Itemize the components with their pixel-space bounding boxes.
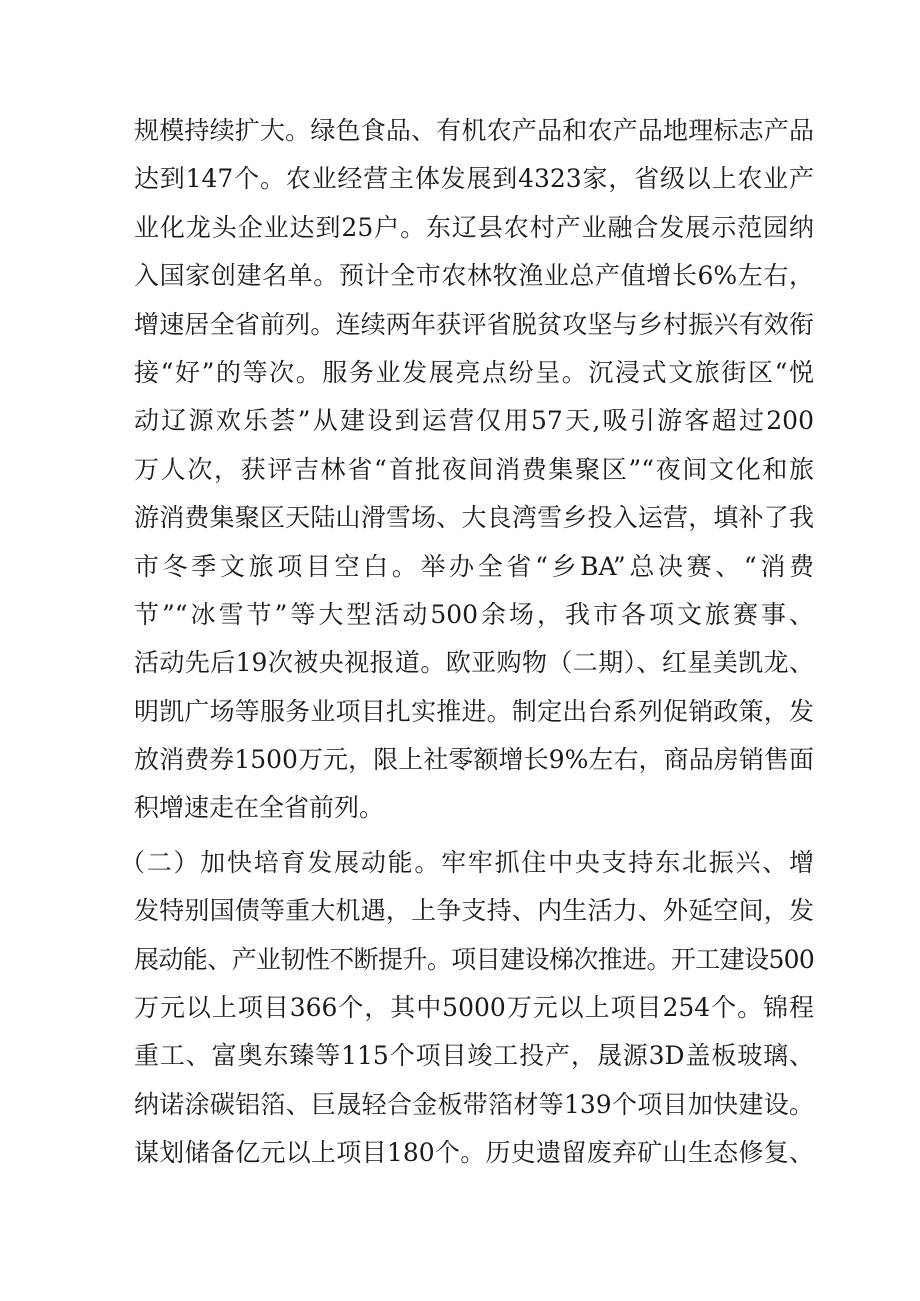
text-line-2: 达到147个。农业经营主体发展到4323家，省级以上农业产 — [134, 164, 814, 194]
text-line-17: 发特别国债等重大机遇，上争支持、内生活力、外延空间，发 — [134, 896, 814, 926]
text-line-22: 谋划储备亿元以上项目180个。历史遗留废弃矿山生态修复、 — [134, 1138, 814, 1168]
text-line-8: 万人次，获评吉林省“首批夜间消费集聚区”“夜间文化和旅 — [134, 454, 814, 484]
text-line-20: 重工、富奥东臻等115个项目竣工投产，晟源3D盖板玻璃、 — [134, 1041, 814, 1071]
text-line-21: 纳诺涂碳铝箔、巨晟轻合金板带箔材等139个项目加快建设。 — [134, 1089, 814, 1119]
text-line-16: （二）加快培育发展动能。牢牢抓住中央支持东北振兴、增 — [120, 847, 814, 877]
text-line-7: 动辽源欢乐荟”从建设到运营仅用57天,吸引游客超过200 — [134, 406, 814, 436]
text-line-19: 万元以上项目366个，其中5000万元以上项目254个。锦程 — [134, 993, 814, 1023]
text-line-11: 节”“冰雪节”等大型活动500余场，我市各项文旅赛事、 — [134, 599, 814, 629]
text-line-14: 放消费券1500万元，限上社零额增长9%左右，商品房销售面 — [134, 745, 814, 775]
text-line-5: 增速居全省前列。连续两年获评省脱贫攻坚与乡村振兴有效衔 — [134, 309, 814, 339]
text-line-12: 活动先后19次被央视报道。欧亚购物（二期）、红星美凯龙、 — [134, 648, 814, 678]
text-line-4: 入国家创建名单。预计全市农林牧渔业总产值增长6%左右， — [134, 261, 814, 291]
text-line-15: 积增速走在全省前列。 — [134, 793, 385, 823]
text-line-10: 市冬季文旅项目空白。举办全省“乡BA”总决赛、“消费 — [134, 551, 814, 581]
body-text — [120, 107, 814, 1178]
text-line-3: 业化龙头企业达到25户。东辽县农村产业融合发展示范园纳 — [134, 212, 814, 242]
text-line-13: 明凯广场等服务业项目扎实推进。制定出台系列促销政策，发 — [134, 696, 814, 726]
text-line-1: 规模持续扩大。绿色食品、有机农产品和农产品地理标志产品 — [134, 116, 814, 145]
text-line-6: 接“好”的等次。服务业发展亮点纷呈。沉浸式文旅街区“悦 — [134, 357, 814, 387]
text-line-18: 展动能、产业韧性不断提升。项目建设梯次推进。开工建设500 — [134, 944, 814, 974]
text-line-9: 游消费集聚区天陆山滑雪场、大良湾雪乡投入运营，填补了我 — [134, 503, 814, 533]
